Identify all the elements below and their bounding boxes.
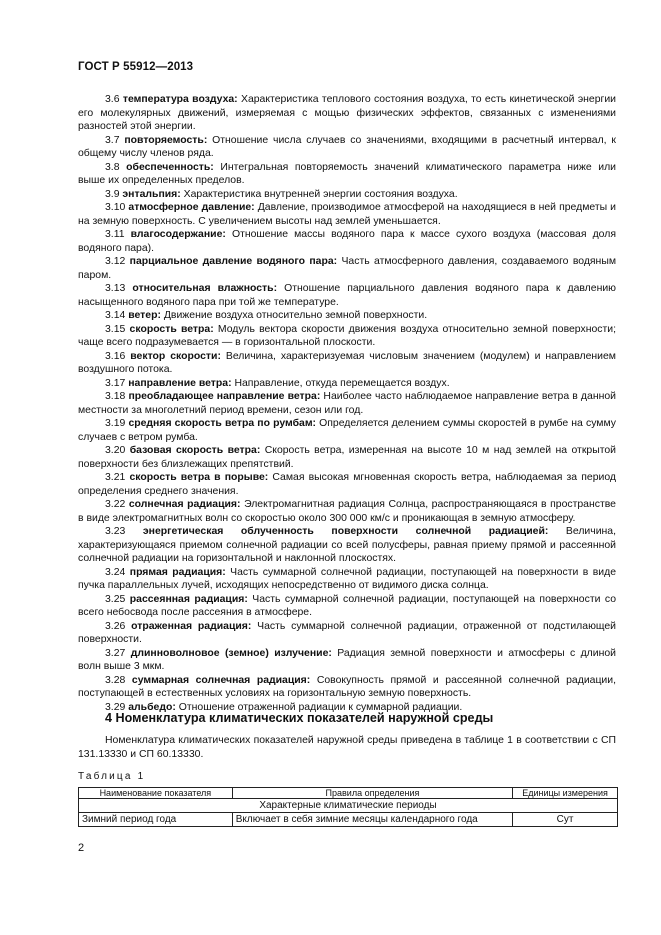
- table-header-cell: Правила определения: [232, 788, 512, 799]
- definition-text: Величина, характеризуемая числовым значением (модулем) и направлением воздушного потока.: [78, 350, 616, 375]
- definition-term: повторяемость:: [124, 134, 208, 146]
- definition-text: Наиболее часто наблюдаемое направление ветра в данной местности за многолетний период времени, сезон или год.: [78, 391, 616, 416]
- definition-number: 3.14: [105, 310, 126, 321]
- definition-text: Радиация земной поверхности и атмосферы с длиной волн выше 3 мкм.: [78, 647, 617, 672]
- definition-term: направление ветра:: [128, 377, 232, 389]
- definition-text: Движение воздуха относительно земной поверхности.: [163, 310, 428, 321]
- table-group-row: [79, 799, 618, 813]
- definition-text: Самая высокая мгновенная скорость ветра, наблюдаемая за период определения среднего значения.: [78, 472, 616, 497]
- definition-3-7: [78, 134, 616, 161]
- table-caption: Таблица 1: [78, 771, 146, 782]
- definition-3-24: [78, 566, 616, 593]
- definition-number: 3.18: [105, 391, 126, 402]
- definition-3-11: [78, 228, 616, 255]
- table-group-cell: Характерные климатические периоды: [79, 799, 618, 813]
- table-header-row: [79, 788, 618, 799]
- definition-number: 3.15: [105, 323, 126, 335]
- definition-number: 3.11: [105, 229, 125, 240]
- definition-3-23: [78, 525, 616, 566]
- definition-number: 3.22: [105, 499, 126, 510]
- table-row: [79, 813, 618, 827]
- definition-term: солнечная радиация:: [128, 499, 241, 510]
- document-header: ГОСТ Р 55912—2013: [78, 61, 194, 73]
- definition-text: Часть атмосферного давления, создаваемого водяным паром.: [78, 256, 617, 281]
- definition-text: Определяется делением суммы скоростей в румбе на сумму случаев с ветром румба.: [78, 418, 616, 443]
- definition-term: базовая скорость ветра:: [129, 445, 261, 456]
- definition-number: 3.10: [105, 202, 126, 213]
- definition-text: Совокупность прямой и рассеянной солнечной радиации, поступающей в естественных условиях на горизонтальную земную поверхность.: [78, 674, 616, 699]
- definition-term: парциальное давление водяного пара:: [129, 256, 338, 267]
- definition-term: суммарная солнечная радиация:: [131, 674, 311, 686]
- definition-3-16: [78, 350, 616, 377]
- table-cell: Зимний период года: [79, 813, 233, 827]
- definition-text: Отношение отраженной радиации к суммарной радиации.: [178, 701, 463, 713]
- definition-text: Модуль вектора скорости движения воздуха относительно земной поверхности; чаще всего подразумевается — в горизонтальной плоскости.: [78, 323, 617, 348]
- definition-term: рассеянная радиация:: [129, 593, 248, 605]
- definition-number: 3.28: [105, 674, 126, 686]
- definition-text: Отношение числа случаев со значениями, входящими в расчетный интервал, к общему числу членов ряда.: [78, 134, 616, 159]
- definition-3-18: [78, 390, 616, 417]
- definition-term: энергетическая облученность поверхности солнечной радиацией:: [142, 526, 549, 537]
- definition-3-26: [78, 620, 616, 647]
- section-intro: Номенклатура климатических показателей наружной среды приведена в таблице 1 в соответствии с СП 131.13330 и СП 60.13330.: [78, 735, 616, 760]
- definition-number: 3.8: [105, 161, 120, 173]
- definition-number: 3.13: [105, 283, 126, 294]
- table-header-cell: Наименование показателя: [79, 788, 233, 799]
- definition-term: альбедо:: [128, 701, 176, 713]
- section-title: 4 Номенклатура климатических показателей наружной среды: [105, 711, 494, 725]
- definition-3-21: [78, 471, 616, 498]
- definition-number: 3.7: [105, 134, 120, 146]
- definition-term: энтальпия:: [122, 188, 181, 200]
- definition-term: длинноволновое (земное) излучение:: [130, 647, 332, 659]
- definition-number: 3.25: [105, 593, 126, 605]
- definition-text: Часть суммарной солнечной радиации, поступающей на поверхности со всего небосвода после рассеяния в атмосфере.: [78, 593, 617, 618]
- definition-3-20: [78, 444, 616, 471]
- definition-3-13: [78, 282, 616, 309]
- definition-term: скорость ветра в порыве:: [129, 472, 269, 483]
- definition-3-28: [78, 674, 616, 701]
- definition-text: Величина, характеризующаяся приемом солнечной радиации со всей полусферы, равная приему прямой и рассеянной солнечной радиации на горизонтальной и наклонной плоскостях.: [78, 526, 616, 564]
- definition-3-22: [78, 498, 616, 525]
- definition-term: прямая радиация:: [129, 566, 226, 578]
- definition-term: преобладающее направление ветра:: [128, 391, 321, 402]
- definition-text: Скорость ветра, измеренная на высоте 10 м над землей на открытой поверхности без близлежащих препятствий.: [78, 445, 616, 470]
- definition-text: Электромагнитная радиация Солнца, распространяющаяся в пространстве в виде электромагнитных волн со скоростью около 300 000 км/с и проникающая в земную атмосферу.: [78, 499, 616, 524]
- definition-3-27: [78, 647, 616, 674]
- definition-term: относительная влажность:: [132, 283, 278, 294]
- definition-number: 3.12: [105, 256, 126, 267]
- definition-text: Направление, откуда перемещается воздух.: [234, 377, 450, 389]
- definition-text: Отношение парциального давления водяного пара к давлению насыщенного водяного пара при той же температуре.: [78, 283, 616, 308]
- definition-term: атмосферное давление:: [128, 202, 255, 213]
- definitions-list: [78, 93, 616, 714]
- definition-3-9: [78, 188, 616, 202]
- definition-term: средняя скорость ветра по румбам:: [128, 418, 317, 429]
- definition-number: 3.27: [105, 647, 126, 659]
- definition-3-8: [78, 161, 616, 188]
- definition-number: 3.19: [105, 418, 126, 429]
- definition-3-14: [78, 309, 616, 323]
- definition-term: скорость ветра:: [129, 323, 214, 335]
- page-number: 2: [78, 842, 85, 854]
- definition-text: Давление, производимое атмосферой на находящиеся в ней предметы и на земную поверхность. С увеличением высоты над землей уменьшается.: [78, 202, 616, 227]
- definition-number: 3.17: [105, 377, 126, 389]
- table-cell: Включает в себя зимние месяцы календарного года: [232, 813, 512, 827]
- definition-text: Отношение массы водяного пара к массе сухого воздуха (массовая доля водяного пара).: [78, 229, 616, 254]
- definition-term: обеспеченность:: [126, 161, 214, 173]
- definition-number: 3.26: [105, 620, 126, 632]
- definition-text: Характеристика теплового состояния воздуха, то есть кинетической энергии его молекулярных движений, измеряемая с мощью физических эффектов, связанных с изменениями разностей этой энергии.: [78, 94, 616, 132]
- definition-3-12: [78, 255, 616, 282]
- definition-3-25: [78, 593, 616, 620]
- definition-term: влагосодержание:: [130, 229, 226, 240]
- definition-number: 3.16: [105, 350, 126, 362]
- definition-text: Часть суммарной солнечной радиации, поступающей на поверхности в виде пучка параллельных лучей, исходящих непосредственно от видимого диска солнца.: [78, 566, 616, 591]
- definition-3-10: [78, 201, 616, 228]
- definition-text: Часть суммарной солнечной радиации, отраженной от подстилающей поверхности.: [78, 620, 617, 645]
- table-cell: Сут: [513, 813, 618, 827]
- definition-number: 3.6: [105, 94, 120, 105]
- definition-number: 3.23: [105, 526, 126, 537]
- definition-3-17: [78, 377, 616, 391]
- definition-number: 3.20: [105, 445, 126, 456]
- climate-table: [78, 787, 618, 827]
- definition-3-6: [78, 93, 616, 134]
- definition-text: Характеристика внутренней энергии состояния воздуха.: [183, 188, 458, 200]
- definition-number: 3.24: [105, 566, 126, 578]
- definition-3-15: [78, 323, 616, 350]
- definition-term: температура воздуха:: [122, 94, 238, 105]
- definition-term: ветер:: [128, 310, 161, 321]
- definition-term: вектор скорости:: [130, 350, 221, 362]
- definition-text: Интегральная повторяемость значений климатического параметра ниже или выше их определенных пределов.: [78, 161, 617, 186]
- definition-term: отраженная радиация:: [131, 620, 252, 632]
- definition-3-19: [78, 417, 616, 444]
- definition-number: 3.21: [105, 472, 126, 483]
- definition-number: 3.9: [105, 188, 120, 200]
- definition-number: 3.29: [105, 701, 126, 713]
- table-header-cell: Единицы измерения: [513, 788, 618, 799]
